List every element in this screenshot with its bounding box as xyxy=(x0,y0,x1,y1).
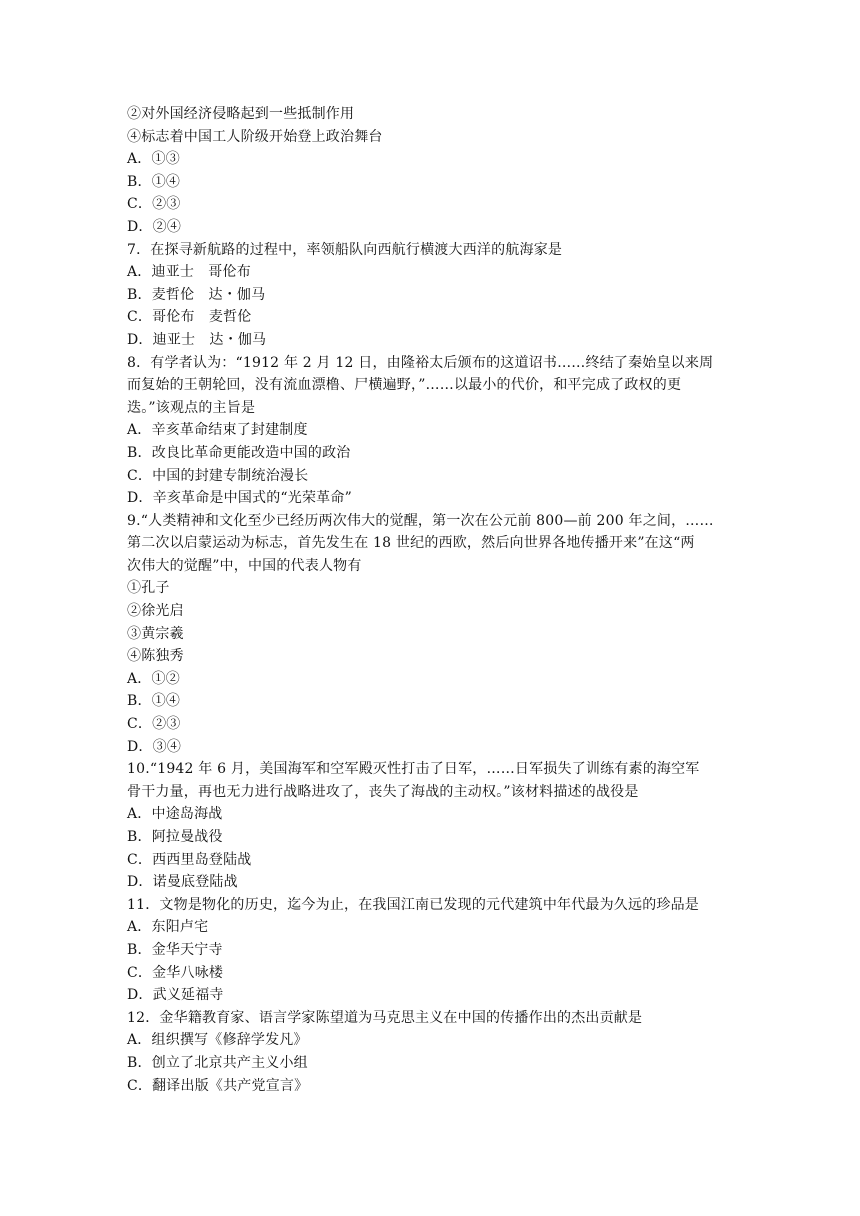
text-line: ②对外国经济侵略起到一些抵制作用 xyxy=(127,106,355,122)
text-line: ④标志着中国工人阶级开始登上政治舞台 xyxy=(127,128,383,145)
option-line: C．金华八咏楼 xyxy=(127,964,224,981)
option-line: C．西西里岛登陆战 xyxy=(127,851,252,868)
option-line: A．东阳卢宅 xyxy=(127,919,209,936)
option-line: C．②③ xyxy=(127,196,181,213)
option-line: B．麦哲伦 达・伽马 xyxy=(127,286,266,303)
question-line: 11．文物是物化的历史，迄今为止，在我国江南已发现的元代建筑中年代最为久远的珍品是 xyxy=(127,896,700,913)
question-line: 第二次以启蒙运动为标志，首先发生在 18 世纪的西欧，然后向世界各地传播开来”在这“两 xyxy=(127,535,695,552)
question-line: 12．金华籍教育家、语言学家陈望道为马克思主义在中国的传播作出的杰出贡献是 xyxy=(127,1009,643,1026)
option-line: C．②③ xyxy=(127,716,181,733)
question-line: 9.“人类精神和文化至少已经历两次伟大的觉醒，第一次在公元前 800—前 200 年之间，…… xyxy=(127,512,714,529)
option-line: A．①③ xyxy=(127,151,180,168)
question-line: 10.“1942 年 6 月，美国海军和空军殿灭性打击了日军，……日军损失了训练有素的海空军 xyxy=(127,761,700,778)
question-line: 8．有学者认为：“1912 年 2 月 12 日，由隆裕太后颁布的这道诏书……终结了秦始皇以来周 xyxy=(127,354,714,371)
option-line: B．金华天宁寺 xyxy=(127,941,223,958)
option-line: D．辛亥革命是中国式的“光荣革命” xyxy=(127,490,352,507)
option-line: C．中国的封建专制统治漫长 xyxy=(127,467,309,484)
text-line: ①孔子 xyxy=(127,580,170,597)
question-line: 7．在探寻新航路的过程中，率领船队向西航行横渡大西洋的航海家是 xyxy=(127,241,563,258)
option-line: A．中途岛海战 xyxy=(127,806,223,823)
option-line: B．①④ xyxy=(127,693,181,710)
option-line: D．诺曼底登陆战 xyxy=(127,874,238,891)
text-line: ③黄宗羲 xyxy=(127,625,184,642)
option-line: C．翻译出版《共产党宣言》 xyxy=(127,1077,309,1094)
option-line: B．阿拉曼战役 xyxy=(127,829,223,845)
option-line: D．武义延福寺 xyxy=(127,987,224,1004)
option-line: A．辛亥革命结束了封建制度 xyxy=(127,422,308,439)
option-line: D．②④ xyxy=(127,218,182,235)
option-line: C．哥伦布 麦哲伦 xyxy=(127,309,252,326)
option-line: A．①② xyxy=(127,670,180,687)
question-line: 迭。”该观点的主旨是 xyxy=(127,399,256,416)
question-line: 次伟大的觉醒”中，中国的代表人物有 xyxy=(127,557,362,574)
question-line: 骨干力量，再也无力进行战略进攻了，丧失了海战的主动权。”该材料描述的战役是 xyxy=(127,783,639,800)
option-line: D．③④ xyxy=(127,738,182,755)
text-line: ②徐光启 xyxy=(127,603,184,620)
option-line: B．改良比革命更能改造中国的政治 xyxy=(127,444,351,461)
option-line: D．迪亚士 达・伽马 xyxy=(127,331,267,348)
option-line: A．组织撰写《修辞学发凡》 xyxy=(127,1032,308,1049)
option-line: B．①④ xyxy=(127,173,181,190)
option-line: B．创立了北京共产主义小组 xyxy=(127,1054,308,1071)
document-page xyxy=(127,103,747,1097)
question-line: 而复始的王朝轮回，没有流血漂橹、尸横遍野，”……以最小的代价，和平完成了政权的更 xyxy=(127,377,682,394)
option-line: A．迪亚士 哥伦布 xyxy=(127,264,251,281)
text-line: ④陈独秀 xyxy=(127,648,184,665)
